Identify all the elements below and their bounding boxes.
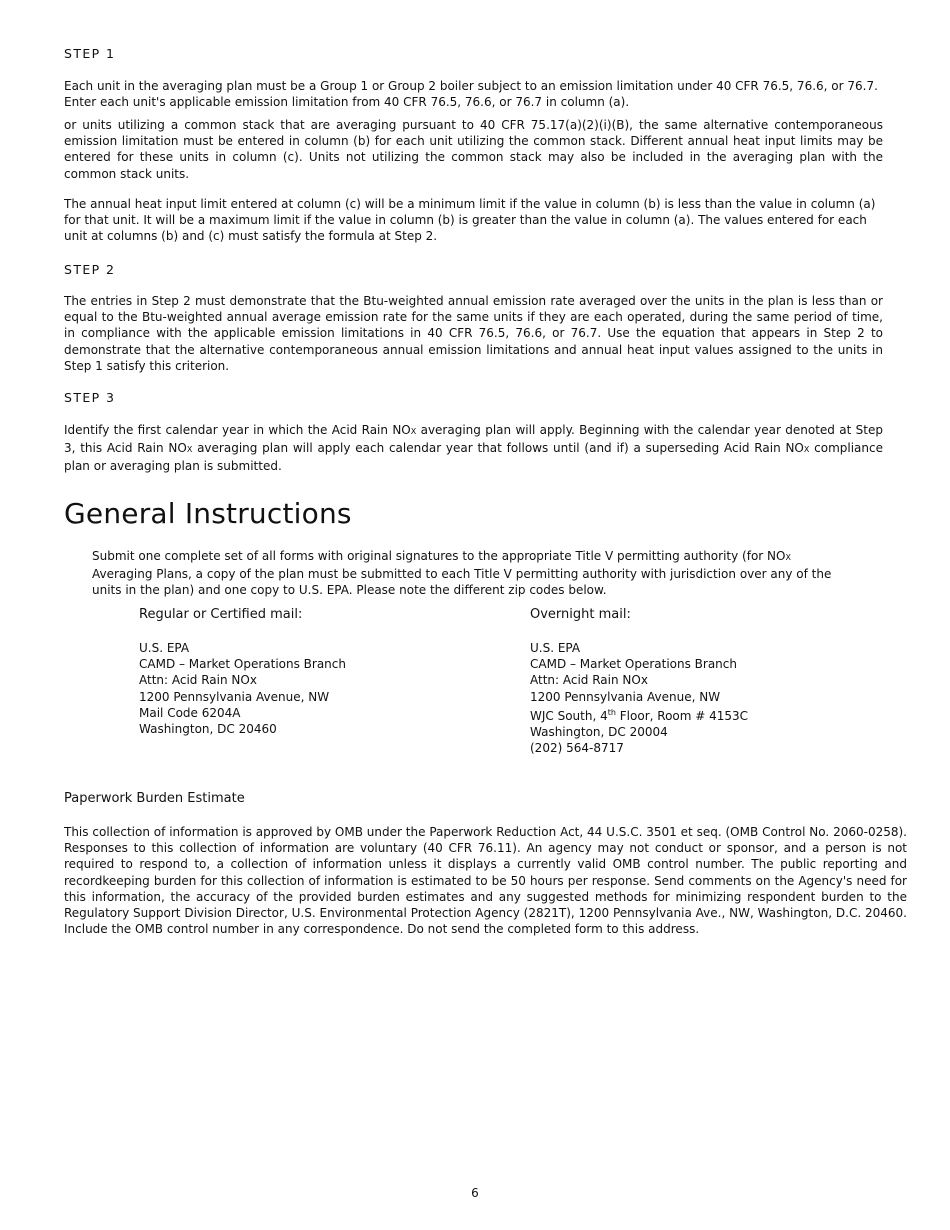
step1-paragraph-2: or units utilizing a common stack that are averaging pursuant to 40 CFR 75.17(a)(2)(i)(B), the same alternative contemporaneous emission limitation must be entered in column (b) for each unit utilizing the common stack. Different annual heat input limits may be entered for these units in column (c). Units not utilizing the common stack may also be included in the averaging plan with the common stack units. [64,118,883,181]
step1-paragraph-3: The annual heat input limit entered at column (c) will be a minimum limit if the value in column (b) is less than the value in column (a) for that unit. It will be a maximum limit if the value in column (b) is greater than the value in column (a). The values entered for each unit at columns (b) and (c) must satisfy the formula at Step 2. [64,197,876,244]
address-line: 1200 Pennsylvania Avenue, NW [139,689,330,704]
address-line: U.S. EPA [139,641,190,655]
step1-paragraph-1: Each unit in the averaging plan must be a Group 1 or Group 2 boiler subject to an emission limitation under 40 CFR 76.5, 76.6, or 76.7. Enter each unit's applicable emission limitation from 40 CFR 76.5, 76.6, or 76.7 in column (a). [64,79,878,110]
step3-paragraph: Identify the first calendar year in which the Acid Rain NOX averaging plan will apply. Beginning with the calendar year denoted at Step 3, this Acid Rain NOX averaging plan will apply each calendar year that follows until (and if) a superseding Acid Rain NOX compliance plan or averaging plan is submitted. [64,423,883,474]
overnight-mail-label: Overnight mail: [530,607,631,622]
phone-number: (202) 564-8717 [530,741,624,756]
submission-instructions: Submit one complete set of all forms with original signatures to the appropriate Title V permitting authority (for NOX Averaging Plans, a copy of the plan must be submitted to each Title V permitting authority with jurisdiction over any of the units in the plan) and one copy to U.S. EPA. Please note the different zip codes below. [92,549,832,598]
step2-paragraph: The entries in Step 2 must demonstrate that the Btu-weighted annual emission rate averaged over the units in the plan is less than or equal to the Btu-weighted annual average emission rate for the same units if they are each operated, during the same period of time, in compliance with the applicable emission limitations in 40 CFR 76.5, 76.6, or 76.7. Use the equation that appears in Step 2 to demonstrate that the alternative contemporaneous annual emission limitations and annual heat input values assigned to the units in Step 1 satisfy this criterion. [64,294,883,373]
address-line: CAMD – Market Operations Branch [530,657,737,672]
general-instructions-title: General Instructions [64,497,352,530]
address-line: Washington, DC 20460 [139,722,277,737]
address-line: Attn: Acid Rain NOx [530,673,648,688]
address-line: Washington, DC 20004 [530,725,668,740]
address-line: 1200 Pennsylvania Avenue, NW [530,689,721,704]
regular-mail-address [139,606,346,737]
address-line: WJC South, 4th Floor, Room # 4153C [530,707,749,723]
regular-mail-label: Regular or Certified mail: [139,607,303,622]
step1-heading: STEP 1 [64,46,116,61]
address-line: Attn: Acid Rain NOx [139,673,257,688]
step2-heading: STEP 2 [64,262,116,277]
address-line: CAMD – Market Operations Branch [139,657,346,672]
step3-heading: STEP 3 [64,390,116,405]
page-number: 6 [471,1186,479,1200]
address-line: U.S. EPA [530,641,581,655]
overnight-mail-address [530,606,748,756]
paperwork-burden-heading: Paperwork Burden Estimate [64,791,245,806]
paperwork-burden-paragraph: This collection of information is approved by OMB under the Paperwork Reduction Act, 44 U.S.C. 3501 et seq. (OMB Control No. 2060-0258). Responses to this collection of information are voluntary (40 CFR 76.11). An agency may not conduct or sponsor, and a person is not required to respond to, a collection of information unless it displays a currently valid OMB control number. The public reporting and recordkeeping burden for this collection of information is estimated to be 50 hours per response. Send comments on the Agency's need for this information, the accuracy of the provided burden estimates and any suggested methods for minimizing respondent burden to the Regulatory Support Division Director, U.S. Environmental Protection Agency (2821T), 1200 Pennsylvania Ave., NW, Washington, D.C. 20460. Include the OMB control number in any correspondence. Do not send the completed form to this address. [64,825,907,937]
address-line: Mail Code 6204A [139,705,241,720]
